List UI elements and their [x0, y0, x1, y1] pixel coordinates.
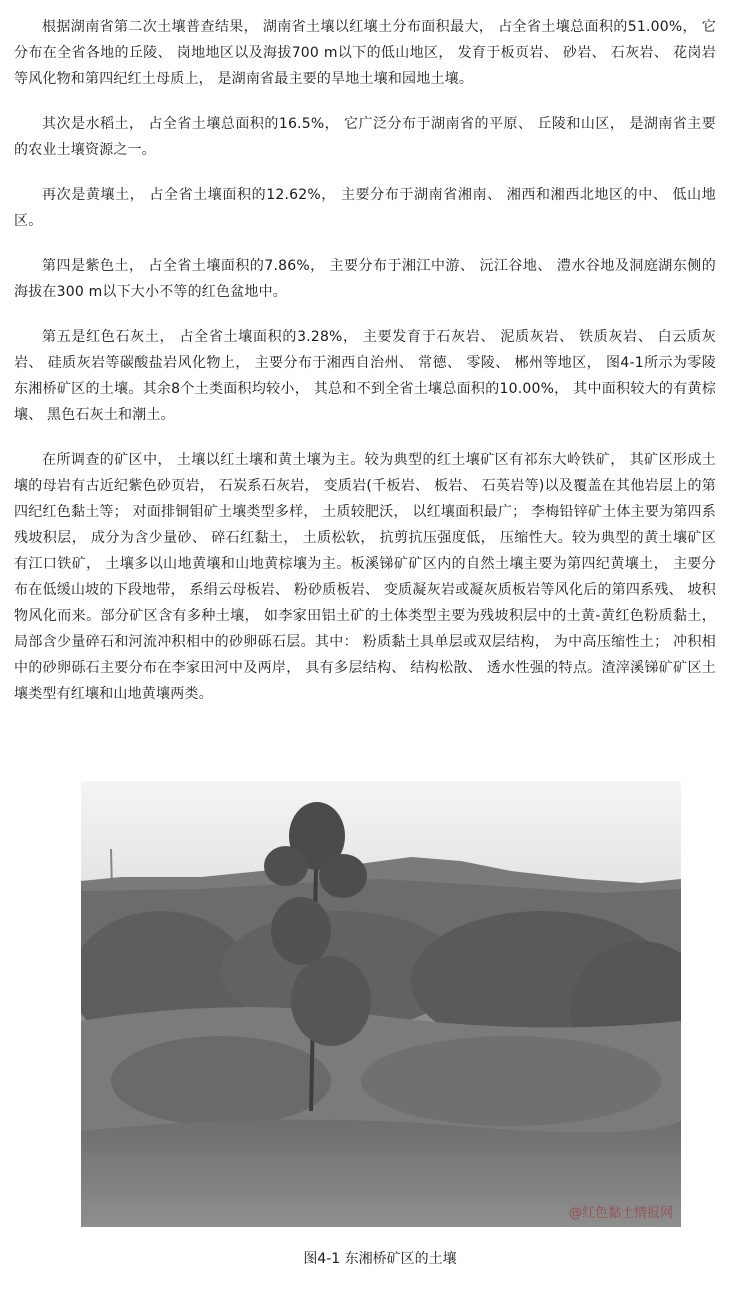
paragraph-red-limestone-soil: 第五是红色石灰土， 占全省土壤面积的3.28%， 主要发育于石灰岩、 泥质灰岩、 铁质灰岩、 白云质灰岩、 硅质灰岩等碳酸盐岩风化物上， 主要分布于湘西自治州、 常德、 零陵、 郴州等地区， 图4-1所示为零陵东湘桥矿区的土壤。其余8个土类面积均较小， 其总和不到全省土壤总面积的10.00%， 其中面积较大的有黄棕壤、 黑色石灰土和潮土。	[14, 329, 716, 423]
paragraph-red-soil: 根据湖南省第二次土壤普查结果， 湖南省土壤以红壤土分布面积最大， 占全省土壤总面积的51.00%， 它分布在全省各地的丘陵、 岗地地区以及海拔700 m以下的低山地区， 发育于板页岩、 砂岩、 石灰岩、 花岗岩等风化物和第四纪红土母质上， 是湖南省最主要的旱地土壤和园地土壤。	[14, 19, 716, 87]
paragraph-purple-soil: 第四是紫色土， 占全省土壤面积的7.86%， 主要分布于湘江中游、 沅江谷地、 澧水谷地及洞庭湖东侧的海拔在300 m以下大小不等的红色盆地中。	[14, 258, 716, 300]
tree-crown-right	[319, 854, 367, 898]
figure-caption: 图4-1 东湘桥矿区的土壤	[303, 1251, 457, 1267]
paragraph-mine-soils: 在所调查的矿区中， 土壤以红土壤和黄土壤为主。较为典型的红土壤矿区有祁东大岭铁矿， 其矿区形成土壤的母岩有古近纪紫色砂页岩， 石炭系石灰岩， 变质岩(千板岩、 板岩、 石英岩等)以及覆盖在其他岩层上的第四纪红色黏土等； 对面排铜钼矿土壤类型多样， 土质较肥沃， 以红壤面积最广； 李梅铅锌矿土体主要为第四系残坡积层， 成分为含少量砂、 碎石红黏土， 土质松软， 抗剪抗压强度低， 压缩性大。较为典型的黄土壤矿区有江口铁矿， 土壤多以山地黄壤和山地黄棕壤为主。板溪锑矿矿区内的自然土壤主要为第四纪黄壤土， 主要分布在低缓山坡的下段地带， 系绢云母板岩、 粉砂质板岩、 变质凝灰岩或凝灰质板岩等风化后的第四系残、 坡积物风化而来。部分矿区含有多种土壤， 如李家田铝土矿的土体类型主要为残坡积层中的土黄-黄红色粉质黏土， 局部含少量碎石和河流冲积相中的砂卵砾石层。其中： 粉质黏土具单层或双层结构， 为中高压缩性土； 冲积相中的砂卵砾石主要分布在李家田河中及两岸， 具有多层结构、 结构松散、 透水性强的特点。渣滓溪锑矿矿区土壤类型有红壤和山地黄壤两类。	[14, 452, 716, 702]
figure-photo	[81, 781, 681, 1227]
tree-crown-left	[264, 846, 308, 886]
grass-clump-right	[361, 1036, 661, 1126]
paragraph-paddy-soil: 其次是水稻土， 占全省土壤总面积的16.5%， 它广泛分布于湖南省的平原、 丘陵和山区， 是湖南省主要的农业土壤资源之一。	[14, 116, 716, 158]
body-text	[14, 14, 716, 726]
landscape-photo	[81, 781, 681, 1227]
paragraph-yellow-soil: 再次是黄壤土， 占全省土壤面积的12.62%， 主要分布于湖南省湘南、 湘西和湘西北地区的中、 低山地区。	[14, 187, 716, 229]
tree-crown-middle	[271, 897, 331, 965]
grass-clump-left	[111, 1036, 331, 1126]
tree-crown-lower	[291, 956, 371, 1046]
photo-watermark: @红色黏土情报网	[568, 1206, 673, 1221]
